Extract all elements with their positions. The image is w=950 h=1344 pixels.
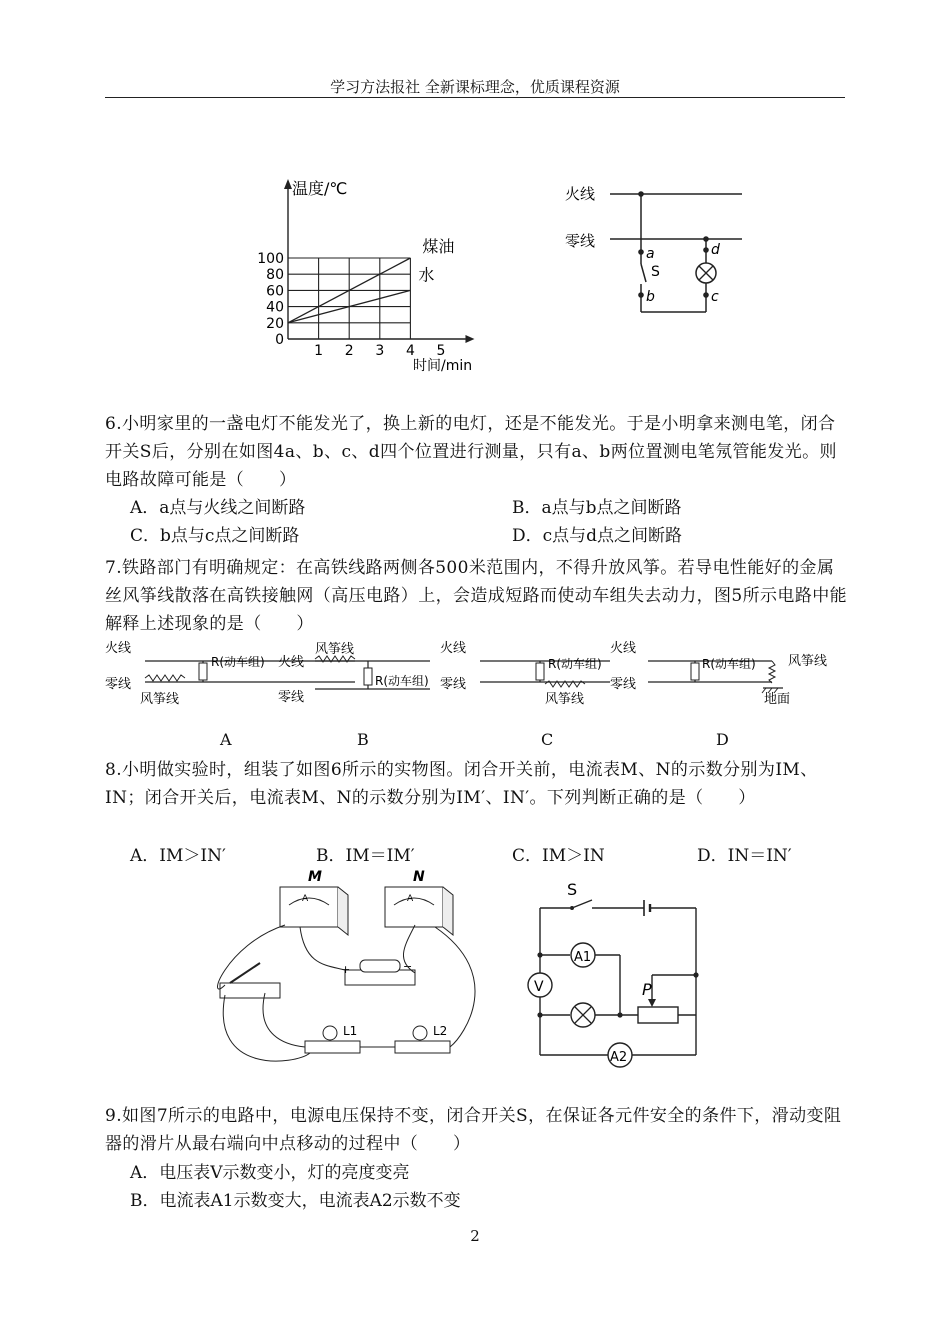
y-axis-arrow	[284, 179, 292, 189]
svg-text:L1: L1	[343, 1024, 358, 1038]
point-a: a	[646, 246, 655, 262]
point-c: c	[711, 289, 719, 305]
point-d: d	[711, 242, 720, 258]
svg-text:A1: A1	[574, 950, 592, 965]
chart-xlabel: 时间/min	[413, 358, 473, 374]
svg-text:风筝线: 风筝线	[788, 654, 828, 669]
figure-7-circuit	[520, 875, 715, 1075]
page-header: 学习方法报社 全新课标理念，优质课程资源	[330, 78, 620, 96]
q8-option-b[interactable]: B．IM＝IM′	[316, 846, 415, 866]
svg-text:−: −	[403, 960, 413, 973]
q6-option-b[interactable]: B．a点与b点之间断路	[512, 498, 682, 518]
q8-option-d[interactable]: D．IN＝IN′	[697, 846, 792, 866]
lamp-l2	[395, 1024, 450, 1053]
q7-choice-b[interactable]: B	[357, 730, 369, 749]
q8-option-a[interactable]: A．IM＞IN′	[130, 846, 226, 866]
switch	[220, 963, 280, 998]
question-9: 9.如图7所示的电路中，电源电压保持不变，闭合开关S，在保证各元件安全的条件下，滑动变阻器的滑片从最右端向中点移动的过程中（ ）	[105, 1106, 842, 1154]
svg-text:P: P	[642, 980, 652, 999]
y-tick-label: 100	[257, 251, 284, 267]
q9-option-b[interactable]: B．电流表A1示数变大，电流表A2示数不变	[130, 1191, 461, 1211]
figure-5-circuits	[100, 635, 840, 715]
question-6: 6.小明家里的一盏电灯不能发光了，换上新的电灯，还是不能发光。于是小明拿来测电笔，闭合开关S后，分别在如图4a、b、c、d四个位置进行测量，只有a、b两位置测电笔氖管能发光。则电路故障可能是（ ）	[105, 414, 837, 490]
series-label: 煤油	[422, 237, 455, 256]
y-tick-label: 40	[266, 299, 284, 316]
rheostat-icon	[638, 1007, 678, 1023]
x-tick-label: 5	[436, 343, 446, 359]
chart-grid	[288, 258, 410, 339]
svg-text:R(动车组): R(动车组)	[211, 655, 265, 669]
y-tick-label: 20	[266, 315, 284, 332]
svg-text:A: A	[302, 894, 309, 904]
chart-axes	[257, 179, 474, 359]
x-tick-label: 3	[375, 343, 385, 359]
svg-text:火线: 火线	[105, 641, 132, 656]
y-tick-label: 80	[266, 267, 284, 284]
question-8: 8.小明做实验时，组装了如图6所示的实物图。闭合开关前，电流表M、N的示数分别为IM、IN；闭合开关后，电流表M、N的示数分别为IM′、IN′。下列判断正确的是（ ）	[105, 760, 818, 808]
figure-4-circuit	[560, 180, 760, 320]
svg-text:R(动车组): R(动车组)	[548, 657, 602, 671]
svg-text:风筝线: 风筝线	[545, 692, 585, 707]
y-tick-label: 0	[275, 332, 284, 348]
series-label: 水	[418, 265, 435, 285]
svg-text:火线: 火线	[610, 641, 637, 656]
svg-text:A: A	[407, 894, 414, 904]
q9-option-a[interactable]: A．电压表V示数变小，灯的亮度变亮	[130, 1163, 410, 1183]
lamp-l1	[305, 1024, 360, 1053]
fig4-live-label: 火线	[565, 185, 596, 203]
svg-text:风筝线: 风筝线	[315, 642, 355, 657]
svg-text:零线: 零线	[610, 677, 637, 692]
switch-s-label: S	[567, 880, 578, 899]
q6-option-a[interactable]: A．a点与火线之间断路	[130, 498, 306, 518]
y-tick-label: 60	[266, 283, 284, 300]
svg-text:风筝线: 风筝线	[140, 692, 180, 707]
temperature-chart	[240, 170, 510, 380]
svg-text:R(动车组): R(动车组)	[702, 657, 756, 671]
svg-text:+: +	[341, 963, 351, 976]
svg-text:M: M	[308, 869, 322, 885]
svg-text:零线: 零线	[105, 677, 132, 692]
x-tick-label: 1	[314, 343, 324, 359]
ammeter-n	[385, 887, 453, 935]
svg-text:L2: L2	[433, 1024, 448, 1038]
question-7: 7.铁路部门有明确规定：在高铁线路两侧各500米范围内，不得升放风筝。若导电性能好的金属丝风筝线散落在高铁接触网（高压电路）上，会造成短路而使动车组失去动力，图5所示电路中能解释上述现象的是（ ）	[105, 558, 848, 634]
q6-option-d[interactable]: D．c点与d点之间断路	[512, 526, 683, 546]
svg-text:V: V	[534, 979, 544, 995]
svg-text:零线: 零线	[278, 690, 305, 705]
battery	[341, 960, 415, 985]
x-axis-arrow	[465, 335, 474, 343]
figure-6-apparatus	[205, 865, 495, 1075]
header-rule	[105, 97, 845, 98]
q7-choice-c[interactable]: C	[541, 730, 554, 749]
chart-series	[288, 237, 454, 323]
page-number: 2	[470, 1227, 480, 1245]
ammeter-m	[280, 887, 348, 935]
switch-s: S	[651, 264, 660, 280]
q6-option-c[interactable]: C．b点与c点之间断路	[130, 526, 300, 546]
chart-ylabel: 温度/℃	[292, 179, 348, 198]
svg-text:N: N	[413, 869, 425, 885]
q7-choice-a[interactable]: A	[220, 730, 232, 749]
q8-option-c[interactable]: C．IM＞IN	[512, 846, 605, 866]
svg-text:火线: 火线	[440, 641, 467, 656]
kite-line-a	[145, 675, 185, 681]
svg-text:A2: A2	[610, 1050, 628, 1065]
fig4-neutral-label: 零线	[565, 232, 596, 250]
svg-text:火线: 火线	[278, 655, 305, 670]
point-b: b	[646, 289, 655, 305]
svg-text:零线: 零线	[440, 677, 467, 692]
x-tick-label: 2	[344, 343, 354, 359]
q7-choice-d[interactable]: D	[716, 730, 729, 749]
x-tick-label: 4	[405, 343, 415, 359]
svg-text:地面: 地面	[764, 692, 791, 707]
svg-text:R(动车组): R(动车组)	[375, 674, 429, 688]
